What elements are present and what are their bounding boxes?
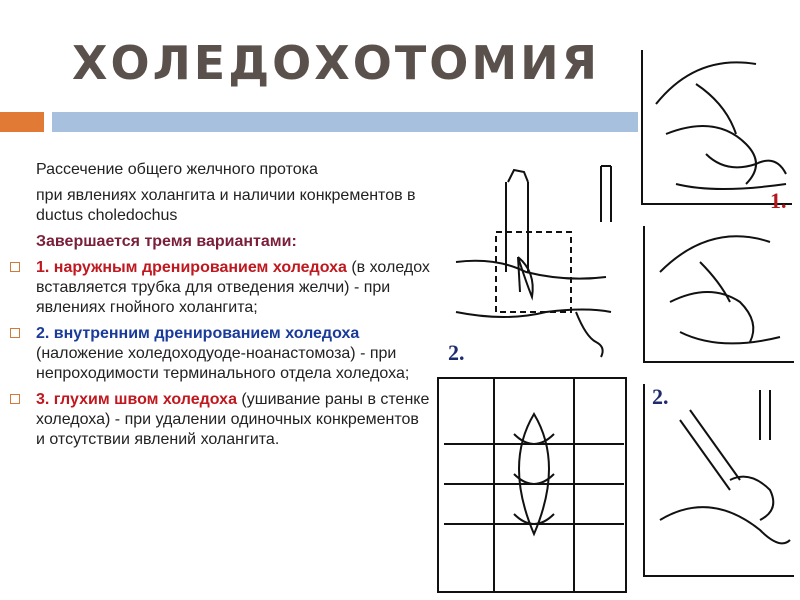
list-item: [10, 390, 430, 450]
intro-line-2: при явлениях холангита и наличии конкрементов в ductus choledochus: [36, 187, 416, 224]
anatomy-illustration-middle: [640, 222, 798, 368]
item-body: (ушивание раны в стенке холедоха) - при удалении одиночных конкрементов и отсутствии явлений холангита.: [36, 391, 430, 448]
page-title: ХОЛЕДОХОТОМИЯ: [72, 36, 601, 90]
bullet-square-icon: [10, 394, 20, 404]
item-body: (в холедох вставляется трубка для отведения желчи) - при явлениях гнойного холангита;: [36, 259, 430, 316]
bullet-square-icon: [10, 262, 20, 272]
item-head: 2. внутренним дренированием холедоха: [36, 325, 360, 342]
item-head: 3. глухим швом холедоха: [36, 391, 237, 408]
anatomy-illustration-bottom: [640, 380, 798, 580]
lead-text: Завершается тремя вариантами:: [36, 233, 297, 250]
list-item: [10, 324, 430, 384]
drainage-illustration: [436, 162, 636, 372]
list-item: [10, 258, 430, 318]
figure-label-top-right: 1.: [770, 188, 787, 213]
figure-label-bottom-right: 2.: [652, 384, 669, 409]
intro-line-1: Рассечение общего желчного протока: [36, 161, 318, 178]
accent-bar-orange: [0, 112, 44, 132]
suture-illustration: [434, 374, 630, 596]
item-head: 1. наружным дренированием холедоха: [36, 259, 347, 276]
figure-label-middle-left: 2.: [448, 340, 465, 365]
item-body: (наложение холедоходуоде-ноанастомоза) - при непроходимости терминального отдела холедоха;: [36, 345, 410, 382]
intro: [10, 160, 430, 226]
content-text: [10, 160, 430, 450]
accent-bar-blue: [52, 112, 638, 132]
bullet-square-icon: [10, 328, 20, 338]
